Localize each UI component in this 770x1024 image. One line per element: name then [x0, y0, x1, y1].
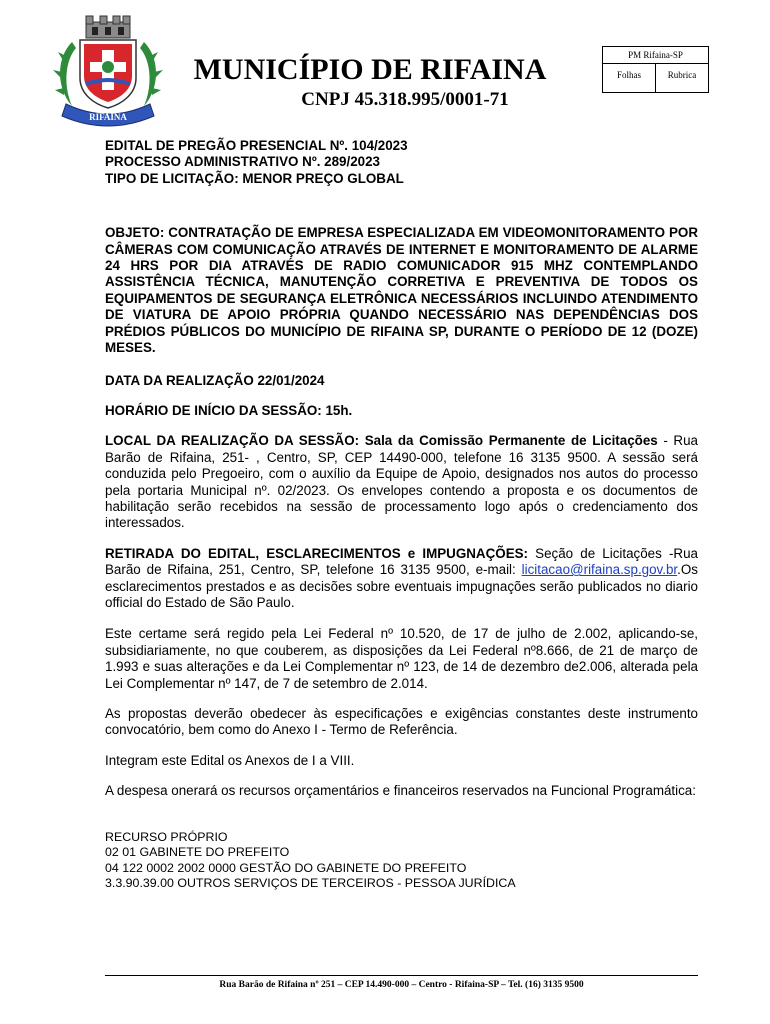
retirada-paragraph: [105, 546, 698, 612]
stamp-org: PM Rifaina-SP: [603, 47, 708, 64]
anexos-paragraph: Integram este Edital os Anexos de I a VIII.: [105, 752, 355, 768]
data-realizacao: DATA DA REALIZAÇÃO 22/01/2024: [105, 373, 325, 389]
propostas-paragraph: As propostas deverão obedecer às especificações e exigências constantes deste instrumento convocatório, bem como do Anexo I - Termo de Referência.: [105, 705, 698, 738]
recurso-line-4: 3.3.90.39.00 OUTROS SERVIÇOS DE TERCEIROS - PESSOA JURÍDICA: [105, 876, 516, 891]
retirada-label: RETIRADA DO EDITAL, ESCLARECIMENTOS e IMPUGNAÇÕES:: [105, 545, 529, 561]
recurso-line-2: 02 01 GABINETE DO PREFEITO: [105, 845, 290, 860]
recurso-block: [105, 830, 698, 892]
local-label: LOCAL DA REALIZAÇÃO DA SESSÃO: Sala da Comissão Permanente de Licitações: [105, 433, 658, 449]
cnpj: CNPJ 45.318.995/0001-71: [301, 89, 509, 110]
regido-paragraph: Este certame será regido pela Lei Federal nº 10.520, de 17 de julho de 2.002, aplicando-se, subsidiariamente, no que couberem, as disposições da Lei Federal nº8.666, de 21 de março de 1.993 e suas alterações e da Lei Complementar nº 123, de 14 de dezembro de2.006, alterada pela Lei Complementar nº 147, de 7 de setembro de 2.014.: [105, 626, 698, 691]
recurso-line-1: RECURSO PRÓPRIO: [105, 829, 228, 844]
protocol-stamp-box: [602, 46, 709, 93]
footer-divider: [105, 975, 698, 976]
objeto-paragraph: OBJETO: CONTRATAÇÃO DE EMPRESA ESPECIALIZADA EM VIDEOMONITORAMENTO POR CÂMERAS COM COMUNICAÇÃO ATRAVÉS DE INTERNET E MONITORAMENTO DE ALARME 24 HRS POR DIA ATRAVÉS DE RADIO COMUNICADOR 915 MHZ CONTEMPLANDO ASSISTÊNCIA TÉCNICA, MANUTENÇÃO CORRETIVA E PREVENTIVA DE TODOS OS EQUIPAMENTOS DE SEGURANÇA ELETRÔNICA NECESSÁRIOS INCLUINDO ATENDIMENTO DE VIATURA DE APOIO PRÓPRIA QUANDO NECESSÁRIO NAS DEPENDÊNCIAS DOS PRÉDIOS PÚBLICOS DO MUNICÍPIO DE RIFAINA SP, DURANTE O PERÍODO DE 12 (DOZE) MESES.: [105, 225, 698, 356]
footer-address: Rua Barão de Rifaina nº 251 – CEP 14.490-000 – Centro - Rifaina-SP – Tel. (16) 3135 9500: [219, 980, 584, 990]
document-body: [105, 138, 698, 892]
edital-header: [105, 138, 698, 187]
processo-number: PROCESSO ADMINISTRATIVO Nº. 289/2023: [105, 154, 381, 170]
email-link[interactable]: licitacao@rifaina.sp.gov.br: [521, 562, 678, 578]
coat-banner-text: RIFAINA: [89, 112, 127, 122]
despesa-paragraph: A despesa onerará os recursos orçamentários e financeiros reservados na Funcional Programática:: [105, 783, 696, 799]
stamp-folhas: Folhas: [616, 70, 641, 80]
local-text: - Rua Barão de Rifaina, 251- , Centro, SP, CEP 14490-000, telefone 16 3135 9500. A sessão será conduzida pelo Pregoeiro, com o auxílio da Equipe de Apoio, designados nos autos do processo pela portaria Municipal nº. 02/2023. Os envelopes contendo a proposta e os documentos de habilitação serão recebidos na sessão de processamento logo após o credenciamento dos interessados.: [105, 433, 698, 531]
edital-number: EDITAL DE PREGÃO PRESENCIAL Nº. 104/2023: [105, 138, 408, 153]
retirada-text-2: .Os esclarecimentos prestados e as decisões sobre eventuais impugnações serão publicados no diario official do Estado de São Paulo.: [105, 562, 698, 610]
coat-of-arms-logo: [50, 12, 166, 128]
horario-sessao: HORÁRIO DE INÍCIO DA SESSÃO: 15h.: [105, 402, 353, 418]
retirada-text: Seção de Licitações -Rua Barão de Rifaina, 251, Centro, SP, telefone 16 3135 9500, e-mail:: [105, 545, 698, 578]
stamp-rubrica: Rubrica: [655, 64, 708, 93]
page-title: MUNICÍPIO DE RIFAINA: [193, 53, 547, 86]
recurso-line-3: 04 122 0002 2002 0000 GESTÃO DO GABINETE DO PREFEITO: [105, 860, 467, 875]
tipo-licitacao: TIPO DE LICITAÇÃO: MENOR PREÇO GLOBAL: [105, 170, 404, 186]
local-paragraph: [105, 433, 698, 531]
